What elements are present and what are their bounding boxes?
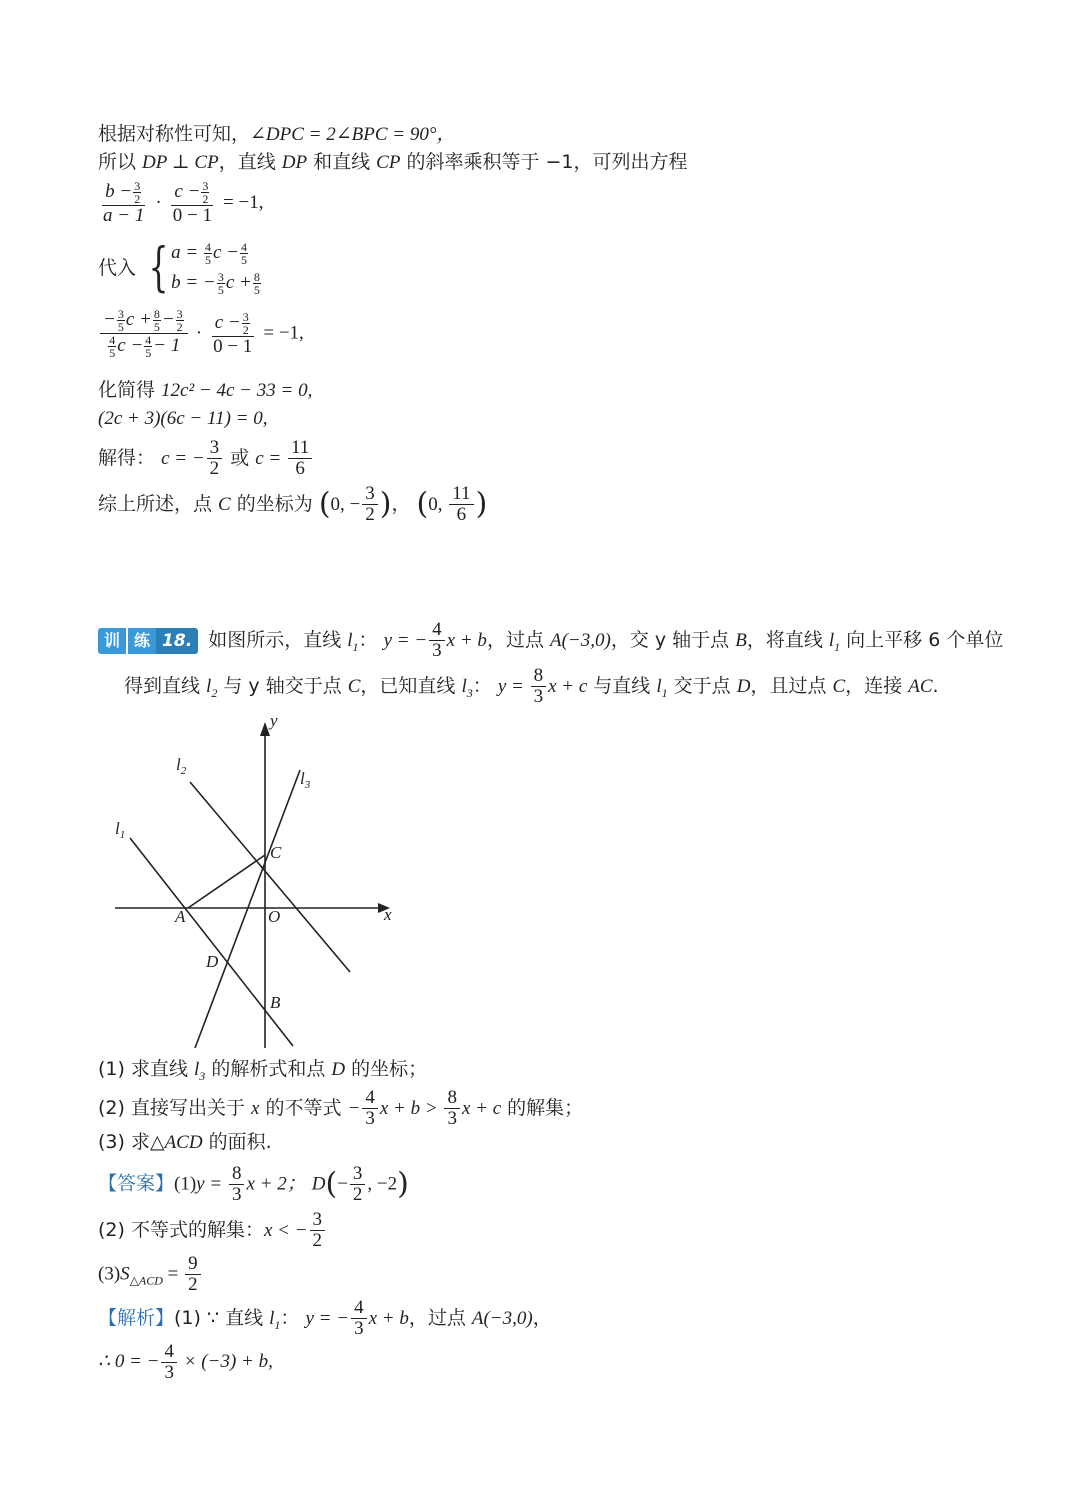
label-l1: $l_1$ [115, 819, 126, 841]
conclusion-line: 综上所述，点 C 的坐标为 (0, − $\frac{3}{2}$ )， (0, $\frac{11}{6}$ ) [98, 483, 488, 525]
training-badge: 训 练 18. [98, 628, 198, 654]
label-x: x [384, 905, 392, 924]
analysis-1: 【解析】(1) ∵ 直线 $l_1$： y = − $\frac{4}{3}$ x + b，过点 A(−3,0)， [98, 1297, 552, 1339]
slope-equation-1: b − $\frac{3}{2}$ a − 1 · c − $\frac{3}{2}$ 0 − 1 = −1, [98, 180, 263, 226]
label-l2: $l_2$ [176, 755, 187, 777]
fraction-2: c − $\frac{3}{2}$ 0 − 1 [172, 179, 212, 226]
label-b: B [270, 993, 281, 1012]
answer-3: $(3)S_{\triangle ACD}$ = $\frac{9}{2}$ [98, 1254, 203, 1295]
simplify-line: 化简得 12c² − 4c − 33 = 0, [98, 379, 313, 401]
label-o: O [268, 907, 281, 926]
line-l1 [130, 838, 293, 1046]
question-1: (1) 求直线 $l_3$ 的解析式和点 D 的坐标； [98, 1058, 428, 1083]
label-a: A [175, 907, 186, 926]
slope-equation-2: − $\frac{3}{5}$ c + $\frac{8}{5}$ − $\frac{3}{2}$ $\frac{4}{5}$ c − $\frac{4}{5}$ − 1 · c − $\frac{3}{2}$ 0 − 1 = −1, [98, 308, 304, 359]
line-l2 [190, 782, 350, 972]
fraction-1: b − $\frac{3}{2}$ a − 1 [103, 179, 145, 226]
question-2: (2) 直接写出关于 x 的不等式 − $\frac{4}{3}$ x + b > $\frac{8}{3}$ x + c 的解集； [98, 1087, 584, 1129]
derivation-line-2: 所以 DP ⊥ CP，直线 DP 和直线 CP 的斜率乘积等于 −1，可列出方程 [98, 151, 688, 173]
label-y: y [270, 711, 278, 730]
answer-1: 【答案】(1)y = $\frac{8}{3}$ x + 2； D(− $\frac{3}{2}$ , −2) [98, 1163, 409, 1205]
problem-18-line-1: 训 练 18. 如图所示，直线 $l_1$： y = − $\frac{4}{3}$ x + b，过点 A(−3,0)，交 y 轴于点 B，将直线 $l_1$ 向上平移 6 个单位 [98, 620, 1003, 661]
label-d: D [206, 952, 219, 971]
fraction-4: c − $\frac{3}{2}$ 0 − 1 [213, 309, 253, 357]
segment-ac [188, 855, 265, 908]
line-l3 [195, 770, 300, 1048]
label-c: C [270, 843, 282, 862]
question-3: (3) 求△ACD 的面积. [98, 1131, 272, 1153]
solve-line: 解得： c = − $\frac{3}{2}$ 或 c = $\frac{11}{6}$ [98, 438, 314, 479]
derivation-line-1: 根据对称性可知，∠DPC = 2∠BPC = 90°， [98, 123, 456, 145]
label-l3: $l_3$ [300, 769, 311, 791]
factor-line: (2c + 3)(6c − 11) = 0, [98, 408, 268, 429]
substitution-system: 代入 { a = $\frac{4}{5}$ c − $\frac{4}{5}$ b = − $\frac{3}{5}$ c + $\frac{8}{5}$ [98, 238, 260, 298]
fraction-3: − $\frac{3}{5}$ c + $\frac{8}{5}$ − $\frac{3}{2}$ $\frac{4}{5}$ c − $\frac{4}{5}$ − 1 [100, 308, 188, 359]
answer-2: (2) 不等式的解集：x < − $\frac{3}{2}$ [98, 1210, 327, 1251]
y-axis-arrow [260, 722, 270, 736]
problem-18-line-2: 得到直线 $l_2$ 与 y 轴交于点 C，已知直线 $l_3$： y = $\frac{8}{3}$ x + c 与直线 $l_1$ 交于点 D，且过点 C，连接 AC. [124, 665, 939, 707]
analysis-2: ∴ 0 = − $\frac{4}{3}$ × (−3) + b, [98, 1341, 273, 1383]
coordinate-figure [100, 710, 420, 1055]
